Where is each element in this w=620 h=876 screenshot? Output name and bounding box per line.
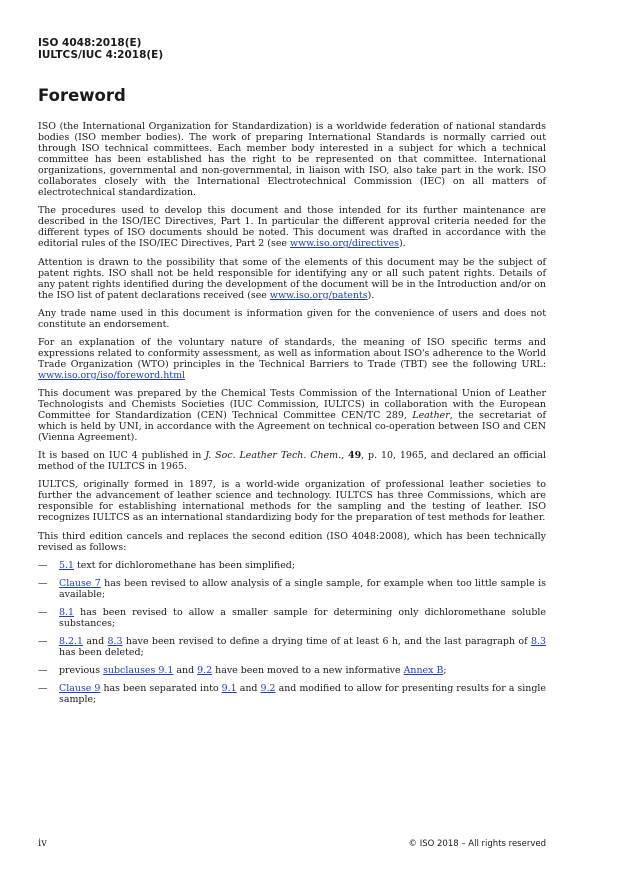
list-item: [38, 560, 546, 571]
list-item-text: [59, 578, 546, 600]
page-title: Foreword: [38, 86, 126, 105]
list-item-text: [59, 683, 546, 705]
list-dash: —: [38, 664, 48, 676]
journal-name: J. Soc. Leather Tech. Chem.: [205, 450, 342, 462]
list-item: [38, 607, 546, 629]
patents-link[interactable]: www.iso.org/patents: [269, 289, 368, 301]
list-item: [38, 578, 546, 600]
paragraph-third-edition: This third edition cancels and replaces the second edition (ISO 4048:2008), which has been technically revised as follows:: [38, 530, 546, 553]
list-item-text: [59, 607, 546, 629]
paragraph-procedures-end: ).: [398, 238, 406, 250]
based-on-text-b: , p. 10, 1965, and declared an official method of the IULTCS in 1965.: [38, 450, 546, 473]
link-9-1[interactable]: 9.1: [221, 682, 237, 694]
link-8-3[interactable]: 8.3: [107, 635, 123, 647]
list-item-fragment: previous: [59, 664, 104, 676]
link-9-2-b[interactable]: 9.2: [260, 682, 276, 694]
paragraph-iso-intro: ISO (the International Organization for Standardization) is a worldwide federation of national standards bodies (ISO member bodies). The work of preparing International Standards is normally carried out through ISO technical committees. Each member body interested in a subject for which a technical committee has been established has the right to be represented on that committee. International organizations, governmental and non-governmental, in liaison with ISO, also take part in the work. ISO collaborates closely with the International Electrotechnical Commission (IEC) on all matters of electrotechnical standardization.: [38, 121, 546, 199]
paragraph-patents-text: Attention is drawn to the possibility that some of the elements of this document may be the subject of patent rights. ISO shall not be held responsible for identifying any or all such patent rights. Details of any patent rights identified during the development of the document will be in the Introduction and/or on the ISO list of patent declarations received (see: [38, 256, 546, 301]
list-item: [38, 636, 546, 658]
list-item-text: [59, 636, 546, 658]
paragraph-trade-name: Any trade name used in this document is information given for the convenience of users and does not constitute an endorsement.: [38, 307, 546, 330]
foreword-body: [38, 121, 546, 712]
copyright-notice: © ISO 2018 – All rights reserved: [408, 839, 546, 849]
list-item-fragment: has been revised to allow analysis of a single sample, for example when too little sample is available;: [59, 577, 546, 600]
link-clause-9[interactable]: Clause 9: [59, 682, 101, 694]
link-8-3-last[interactable]: 8.3: [530, 635, 546, 647]
list-dash: —: [38, 577, 48, 589]
paragraph-patents: [38, 257, 546, 301]
directives-link[interactable]: www.iso.org/directives: [290, 238, 399, 250]
list-item-fragment: and: [236, 682, 261, 694]
paragraph-procedures-text: The procedures used to develop this document and those intended for its further maintenance are described in the ISO/IEC Directives, Part 1. In particular the different approval criteria needed for the different types of ISO documents should be noted. This document was drafted in accordance with the editorial rules of the ISO/IEC Directives, Part 2 (see: [38, 205, 546, 250]
list-item-fragment: and: [173, 664, 198, 676]
list-item: [38, 683, 546, 705]
list-item-fragment: has been deleted;: [59, 646, 144, 658]
list-dash: —: [38, 635, 48, 647]
link-8-2-1[interactable]: 8.2.1: [59, 635, 84, 647]
list-item-fragment: and modified to allow for presenting results for a single sample;: [59, 682, 546, 706]
link-clause-7[interactable]: Clause 7: [59, 577, 101, 589]
paragraph-patents-end: ).: [367, 289, 375, 301]
list-item-fragment: has been revised to allow a smaller sample for determining only dichloromethane soluble substances;: [59, 606, 546, 629]
list-item-fragment: have been moved to a new informative: [212, 664, 404, 676]
paragraph-prepared-by: [38, 388, 546, 443]
list-dash: —: [38, 559, 48, 571]
link-subclauses-9-1[interactable]: subclauses 9.1: [103, 664, 174, 676]
journal-volume: 49: [348, 450, 362, 462]
header-iultcs-number: IULTCS/IUC 4:2018(E): [38, 49, 164, 61]
link-9-2[interactable]: 9.2: [197, 664, 213, 676]
prepared-by-committee-name: Leather: [412, 410, 450, 422]
paragraph-voluntary-text: For an explanation of the voluntary nature of standards, the meaning of ISO specific terms and expressions related to conformity assessment, as well as information about ISO's adherence to the World Trade Organization (WTO) principles in the Technical Barriers to Trade (TBT) see the following URL:: [38, 336, 546, 370]
list-dash: —: [38, 682, 48, 694]
list-item-fragment: text for dichloromethane has been simplified;: [74, 559, 296, 571]
document-header: [38, 37, 163, 61]
paragraph-based-on: [38, 450, 546, 472]
link-5-1[interactable]: 5.1: [59, 559, 75, 571]
list-item-fragment: have been revised to define a drying time of at least 6 h, and the last paragraph of: [122, 635, 531, 647]
list-item-fragment: ;: [443, 664, 447, 676]
list-item-fragment: and: [83, 635, 108, 647]
list-item-text: [59, 665, 546, 676]
list-item-fragment: has been separated into: [100, 682, 222, 694]
paragraph-iultcs: IULTCS, originally formed in 1897, is a world-wide organization of professional leather societies to further the advancement of leather science and technology. IULTCS has three Commissions, which are responsible for establishing international methods for the sampling and the testing of leather. ISO recognizes IULTCS as an international standardizing body for the preparation of test methods for leather.: [38, 479, 546, 524]
prepared-by-text-b: , the secretariat of which is held by UNI, in accordance with the Agreement on technical co-operation between ISO and CEN (Vienna Agreement).: [38, 410, 546, 444]
based-on-comma: ,: [341, 450, 348, 462]
page-number: iv: [38, 838, 47, 849]
link-8-1[interactable]: 8.1: [59, 606, 75, 618]
header-standard-number: ISO 4048:2018(E): [38, 37, 142, 49]
list-item-text: [59, 560, 546, 571]
based-on-text-a: It is based on IUC 4 published in: [38, 450, 206, 462]
list-item: [38, 665, 546, 676]
link-annex-b[interactable]: Annex B: [403, 664, 444, 676]
paragraph-procedures: [38, 205, 546, 249]
paragraph-voluntary-nature: [38, 337, 546, 381]
foreword-link[interactable]: www.iso.org/iso/foreword.html: [38, 369, 186, 381]
list-dash: —: [38, 606, 48, 618]
prepared-by-text-a: This document was prepared by the Chemical Tests Commission of the International Union of Leather Technologists and Chemists Societies (IUC Commission, IULTCS) in collaboration with the European Committee for Standardization (CEN) Technical Committee CEN/TC 289,: [38, 387, 546, 422]
